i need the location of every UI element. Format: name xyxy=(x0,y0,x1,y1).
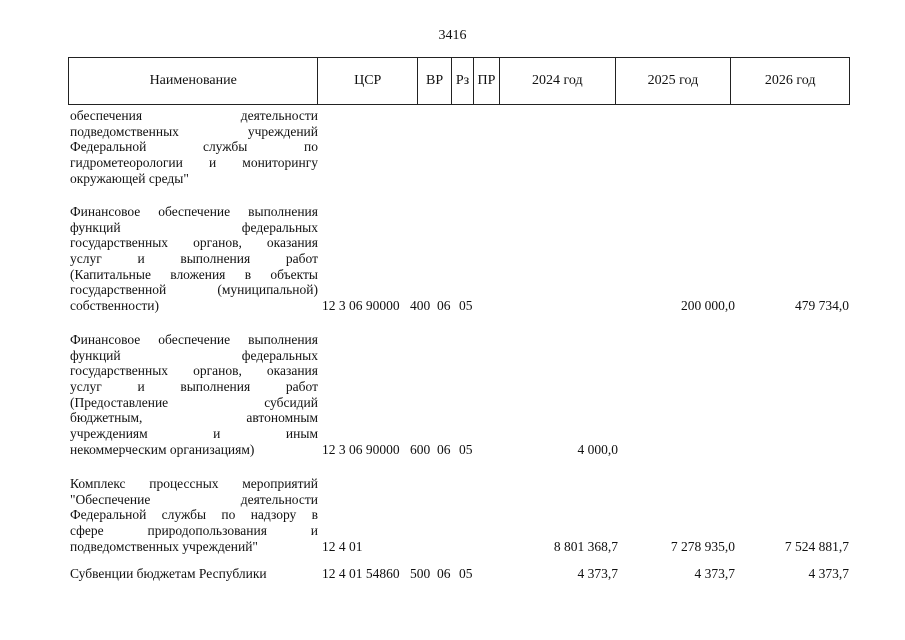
header-pr: ПР xyxy=(474,58,500,104)
row-name-line: бюджетным, автономным xyxy=(70,410,318,426)
row-name-line: Финансовое обеспечение выполнения xyxy=(70,332,318,347)
row-name-line: государственных органов, оказания xyxy=(70,363,318,379)
header-vr: ВР xyxy=(418,58,452,104)
row-name-line: (Предоставление субсидий xyxy=(70,394,318,410)
cell-y2024: 4 000,0 xyxy=(577,441,618,457)
row-name-line: "Обеспечение деятельности xyxy=(70,491,318,507)
row-name-line: услуг и выполнения работ xyxy=(70,251,318,267)
cell-csr: 12 3 06 90000 xyxy=(322,441,400,457)
row-name-line: некоммерческим организациям) xyxy=(70,441,255,457)
table-row xyxy=(70,204,850,314)
cell-csr: 12 4 01 54860 xyxy=(322,566,400,581)
table-row xyxy=(70,108,850,187)
cell-y2025: 7 278 935,0 xyxy=(670,538,735,554)
cell-y2026: 7 524 881,7 xyxy=(784,538,849,554)
cell-y2026: 4 373,7 xyxy=(808,566,849,581)
row-name-line: услуг и выполнения работ xyxy=(70,379,318,395)
row-name xyxy=(70,476,318,554)
cell-pr: 05 xyxy=(459,566,473,581)
row-name xyxy=(70,108,318,186)
table-row xyxy=(70,566,850,582)
cell-csr: 12 3 06 90000 xyxy=(322,298,400,314)
cell-y2024: 4 373,7 xyxy=(577,566,618,581)
cell-pr: 05 xyxy=(459,441,473,457)
row-name-line: подведомственных учреждений" xyxy=(70,538,258,554)
cell-vr: 500 xyxy=(410,566,431,581)
header-csr: ЦСР xyxy=(318,58,418,104)
row-name-line: учреждениям и иным xyxy=(70,426,318,442)
row-name-line: Комплекс процессных мероприятий xyxy=(70,476,318,491)
cell-rz: 06 xyxy=(437,566,451,581)
row-name xyxy=(70,204,318,314)
cell-y2026: 479 734,0 xyxy=(795,298,849,314)
cell-rz: 06 xyxy=(437,441,451,457)
row-name-line: (Капитальные вложения в объекты xyxy=(70,266,318,282)
row-name-line: функций федеральных xyxy=(70,347,318,363)
table-header xyxy=(68,57,850,105)
row-name-line: Финансовое обеспечение выполнения xyxy=(70,204,318,219)
header-name: Наименование xyxy=(69,58,318,104)
page-number: 3416 xyxy=(438,28,467,43)
row-name xyxy=(70,566,318,582)
table-row xyxy=(70,332,850,458)
row-name-line: окружающей среды" xyxy=(70,170,189,186)
cell-y2025: 200 000,0 xyxy=(681,298,735,314)
row-name-line: гидрометеорологии и мониторингу xyxy=(70,155,318,171)
row-name-line: обеспечения деятельности xyxy=(70,108,318,123)
row-name-line: собственности) xyxy=(70,298,159,314)
row-name-line: государственных органов, оказания xyxy=(70,235,318,251)
cell-y2025: 4 373,7 xyxy=(694,566,735,581)
header-2024: 2024 год xyxy=(500,58,616,104)
row-name-line: государственной (муниципальной) xyxy=(70,282,318,298)
cell-vr: 600 xyxy=(410,441,431,457)
row-name-line: Федеральной службы по xyxy=(70,139,318,155)
cell-csr: 12 4 01 xyxy=(322,538,363,554)
cell-rz: 06 xyxy=(437,298,451,314)
cell-y2024: 8 801 368,7 xyxy=(553,538,618,554)
row-name-line: подведомственных учреждений xyxy=(70,123,318,139)
cell-pr: 05 xyxy=(459,298,473,314)
header-2026: 2026 год xyxy=(764,73,816,88)
cell-vr: 400 xyxy=(410,298,431,314)
header-rz: Рз xyxy=(452,58,474,104)
row-name xyxy=(70,332,318,458)
row-name-line: функций федеральных xyxy=(70,219,318,235)
row-name-line: Федеральной службы по надзору в xyxy=(70,507,318,523)
row-name-line: сфере природопользования и xyxy=(70,523,318,539)
table-row xyxy=(70,476,850,555)
row-name-line: Субвенции бюджетам Республики xyxy=(70,566,267,581)
header-2025: 2025 год xyxy=(616,58,732,104)
